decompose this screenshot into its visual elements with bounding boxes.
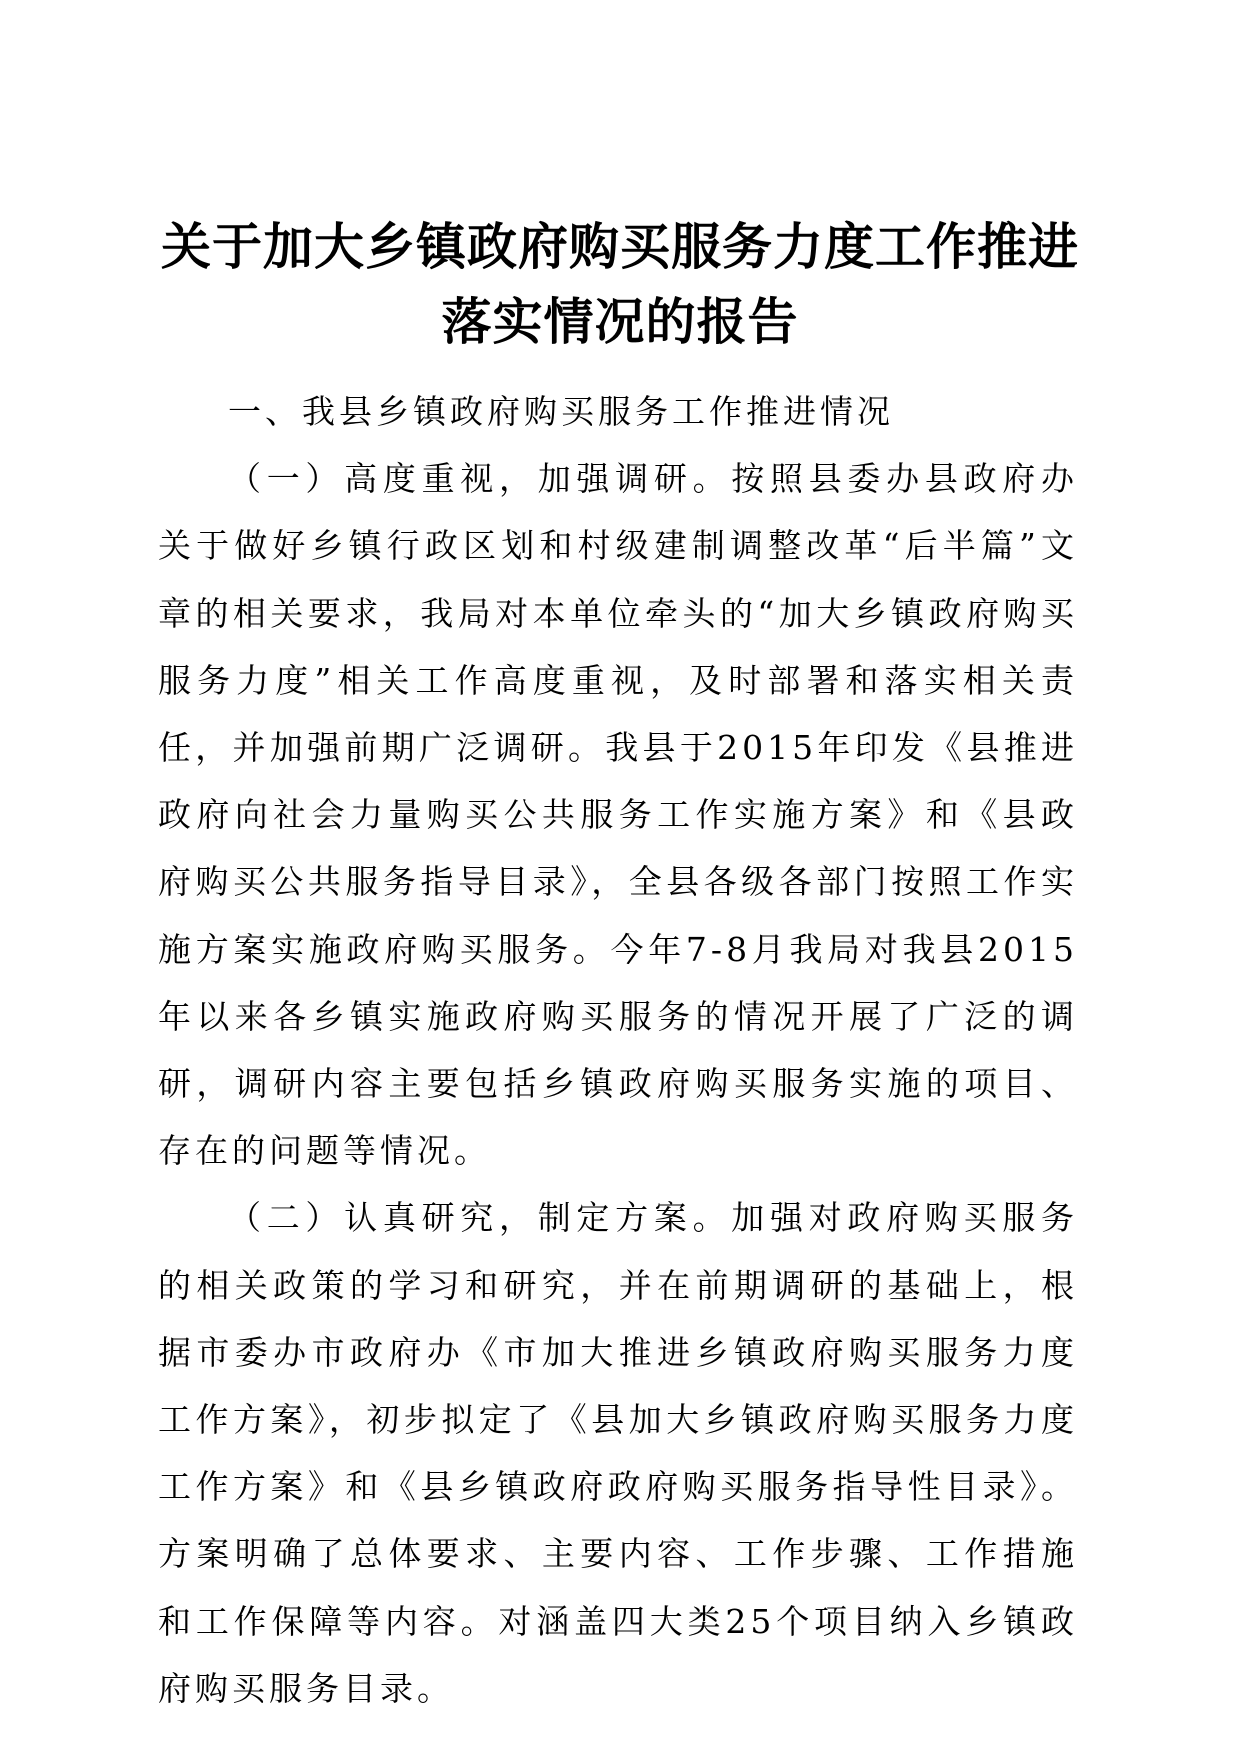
paragraph-2: （二）认真研究，制定方案。加强对政府购买服务的相关政策的学习和研究，并在前期调研的基础上，根据市委办市政府办《市加大推进乡镇政府购买服务力度工作方案》，初步拟定了《县加大乡镇政府购买服务力度工作方案》和《县乡镇政府政府购买服务指导性目录》。方案明确了总体要求、主要内容、工作步骤、工作措施和工作保障等内容。对涵盖四大类25个项目纳入乡镇政府购买服务目录。 — [158, 1198, 1078, 1708]
section-heading: 一、我县乡镇政府购买服务工作推进情况 — [228, 392, 894, 431]
document-body — [158, 378, 1078, 1722]
document-title: 关于加大乡镇政府购买服务力度工作推进落实情况的报告 — [161, 218, 1079, 351]
paragraph-1: （一）高度重视，加强调研。按照县委办县政府办关于做好乡镇行政区划和村级建制调整改革“后半篇”文章的相关要求，我局对本单位牵头的“加大乡镇政府购买服务力度”相关工作高度重视，及时部署和落实相关责任，并加强前期广泛调研。我县于2015年印发《县推进政府向社会力量购买公共服务工作实施方案》和《县政府购买公共服务指导目录》，全县各级各部门按照工作实施方案实施政府购买服务。今年7-8月我局对我县2015年以来各乡镇实施政府购买服务的情况开展了广泛的调研，调研内容主要包括乡镇政府购买服务实施的项目、存在的问题等情况。 — [158, 459, 1078, 1171]
